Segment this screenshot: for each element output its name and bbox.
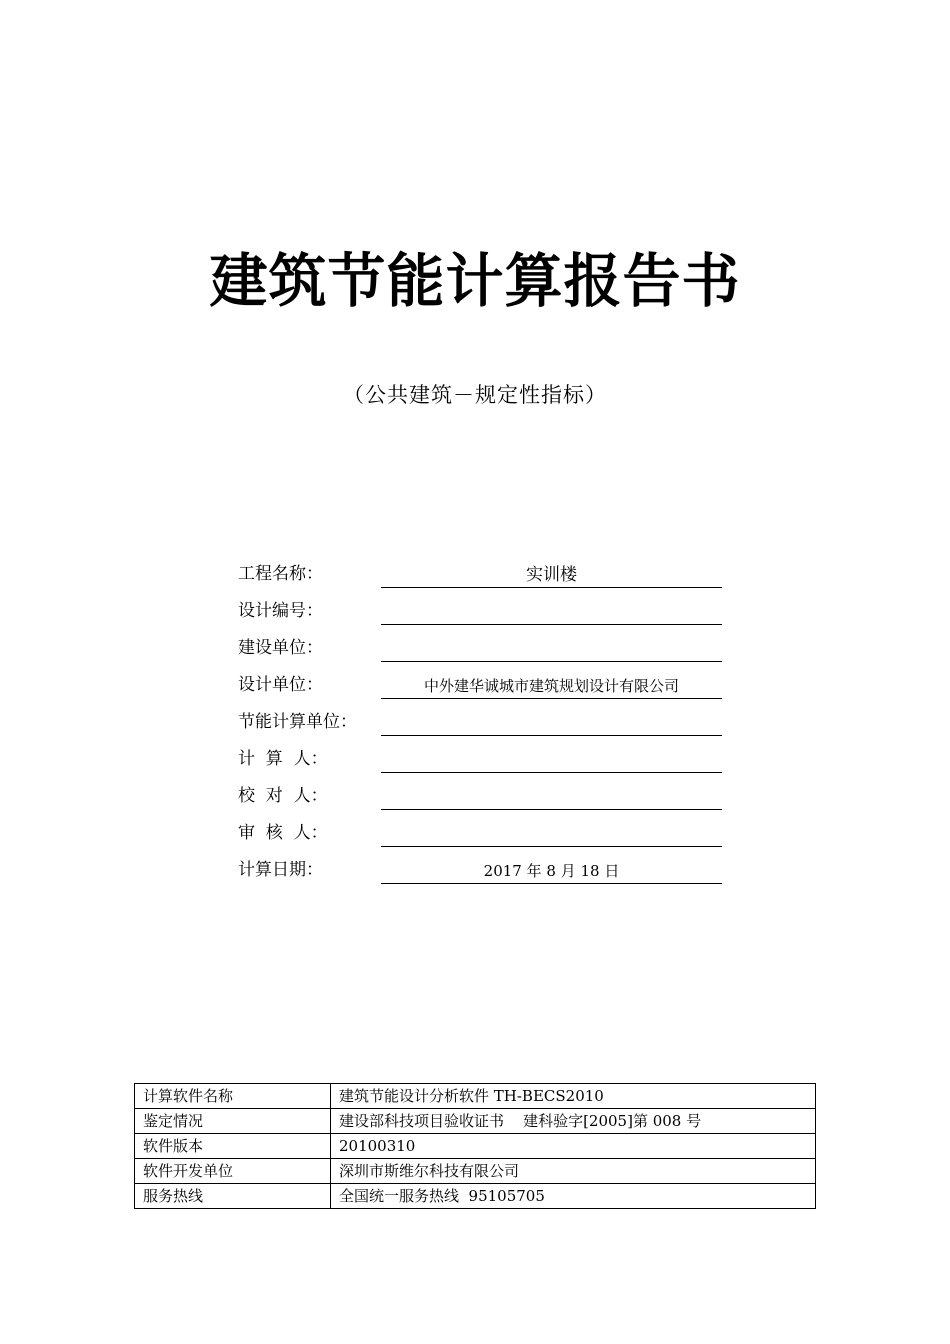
table-row [135,1184,816,1209]
table-cell-value: 建筑节能设计分析软件 TH-BECS2010 [331,1084,816,1109]
table-cell-value: 20100310 [331,1134,816,1159]
info-label: 审 核 人： [238,823,328,843]
info-row-calc-date [238,852,722,889]
info-label: 建设单位： [238,638,323,658]
info-row-proofreader [238,778,722,815]
info-value-construction-unit [381,634,722,662]
info-value-energy-calc-unit [381,708,722,736]
info-value-proofreader [381,782,722,810]
report-title: 建筑节能计算报告书 [209,247,741,315]
table-cell-value: 全国统一服务热线 95105705 [331,1184,816,1209]
info-row-construction-unit [238,630,722,667]
table-row [135,1159,816,1184]
table-row [135,1084,816,1109]
info-row-calculator [238,741,722,778]
info-row-reviewer [238,815,722,852]
table-cell-key: 计算软件名称 [135,1084,331,1109]
table-cell-key: 服务热线 [135,1184,331,1209]
report-subtitle: （公共建筑－规定性指标） [343,383,607,407]
info-label: 计算日期： [238,860,323,880]
info-value-reviewer [381,819,722,847]
info-value-project-name: 实训楼 [381,560,722,588]
info-label: 设计单位： [238,675,323,695]
info-label: 计 算 人： [238,749,328,769]
info-label: 节能计算单位： [238,712,357,732]
info-label: 校 对 人： [238,786,328,806]
info-value-design-unit: 中外建华诚城市建筑规划设计有限公司 [381,671,722,699]
table-row [135,1109,816,1134]
info-value-design-number [381,597,722,625]
table-row [135,1134,816,1159]
project-info-list [238,556,722,889]
software-info-table [134,1083,816,1209]
table-cell-key: 鉴定情况 [135,1109,331,1134]
info-value-calc-date: 2017 年 8 月 18 日 [381,856,722,884]
info-label: 工程名称： [238,564,323,584]
table-cell-key: 软件开发单位 [135,1159,331,1184]
table-cell-value: 深圳市斯维尔科技有限公司 [331,1159,816,1184]
info-row-energy-calc-unit [238,704,722,741]
info-row-design-unit [238,667,722,704]
info-row-project-name [238,556,722,593]
info-label: 设计编号： [238,601,323,621]
table-cell-value: 建设部科技项目验收证书 建科验字[2005]第 008 号 [331,1109,816,1134]
table-cell-key: 软件版本 [135,1134,331,1159]
info-row-design-number [238,593,722,630]
info-value-calculator [381,745,722,773]
